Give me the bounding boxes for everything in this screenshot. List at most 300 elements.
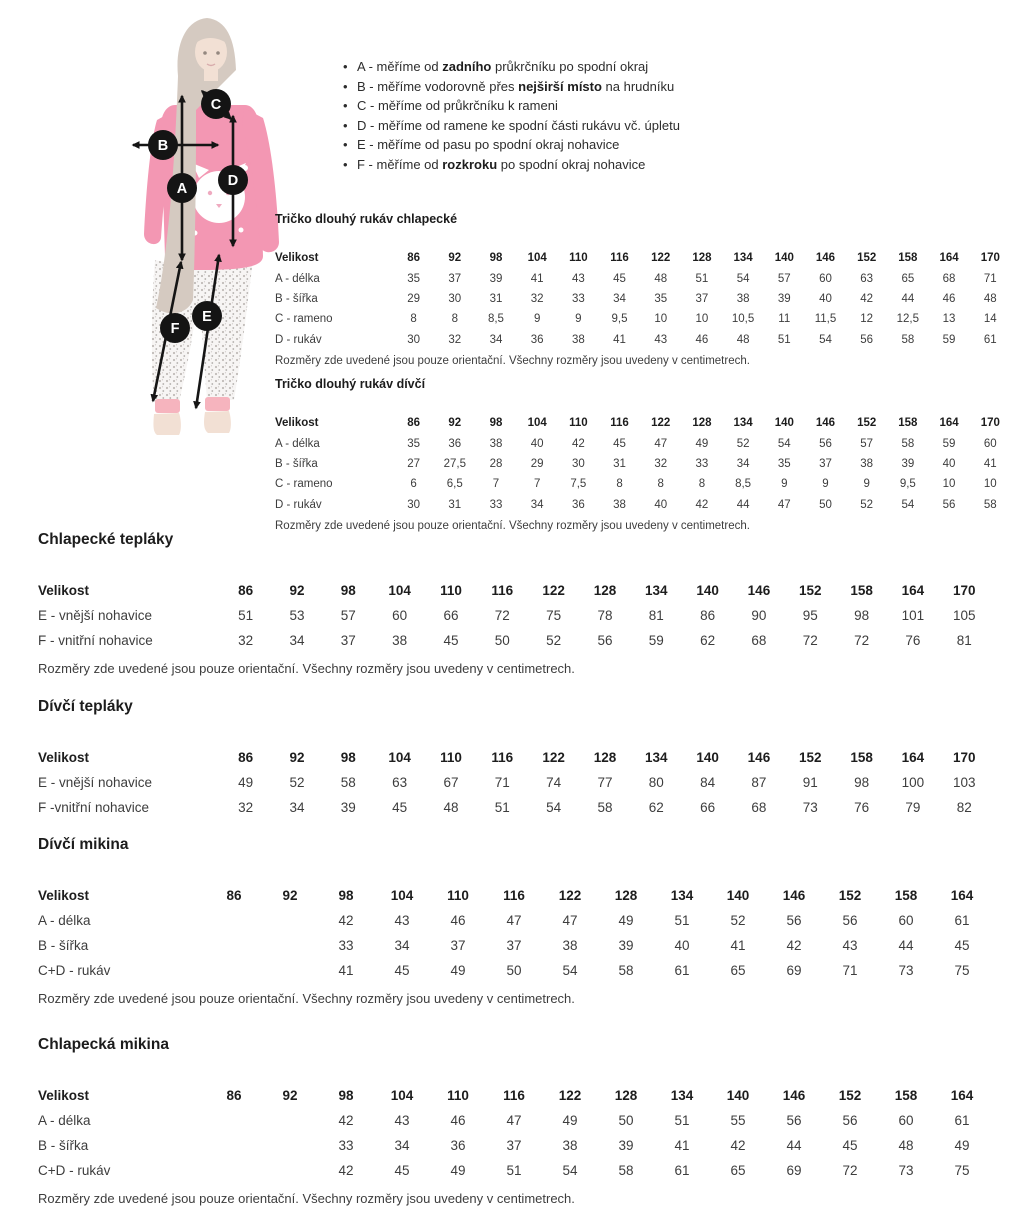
row-label: C - rameno xyxy=(275,478,333,491)
size-column-header: 104 xyxy=(388,582,411,598)
size-value: 47 xyxy=(654,437,668,450)
size-column-header: 170 xyxy=(953,582,976,598)
section-tricko-divci xyxy=(275,377,1011,532)
size-column-header: 146 xyxy=(782,887,806,903)
size-value: 58 xyxy=(340,774,356,790)
size-value: 56 xyxy=(786,1112,802,1128)
size-value: 72 xyxy=(494,607,510,623)
size-value: 10 xyxy=(983,478,997,491)
size-value: 52 xyxy=(730,912,746,928)
size-header-row xyxy=(275,414,1011,434)
size-value xyxy=(206,958,262,983)
size-value: 61 xyxy=(674,962,690,978)
measurement-row xyxy=(38,795,990,820)
table-note: Rozměry zde uvedené jsou pouze orientační. Všechny rozměry jsou uvedeny v centimetrech. xyxy=(275,354,750,367)
size-value: 49 xyxy=(618,912,634,928)
measurement-row xyxy=(275,455,1011,475)
size-value: 71 xyxy=(494,774,510,790)
row-label: A - délka xyxy=(275,272,320,285)
size-value: 84 xyxy=(700,774,716,790)
badge-a xyxy=(167,173,197,203)
size-table xyxy=(38,883,990,983)
size-value: 61 xyxy=(954,1112,970,1128)
size-value: 36 xyxy=(450,1137,466,1153)
measurement-row xyxy=(38,908,990,933)
size-value: 7 xyxy=(533,478,541,491)
size-value: 68 xyxy=(942,272,956,285)
size-value: 34 xyxy=(489,333,503,346)
size-column-header: 128 xyxy=(593,582,617,598)
size-value: 37 xyxy=(450,937,466,953)
size-value: 8 xyxy=(657,478,664,491)
size-value: 9 xyxy=(533,313,541,326)
size-column-header: 98 xyxy=(489,417,503,430)
size-value: 69 xyxy=(786,1162,802,1178)
size-value: 54 xyxy=(546,799,562,815)
row-label: B - šířka xyxy=(275,293,318,306)
size-value: 45 xyxy=(394,962,410,978)
size-column-header: 152 xyxy=(857,252,877,265)
size-column-header: 140 xyxy=(696,582,719,598)
table-title: Tričko dlouhý rukáv dívčí xyxy=(275,377,426,391)
size-value: 72 xyxy=(842,1162,858,1178)
size-column-header: 86 xyxy=(407,417,420,430)
size-value: 49 xyxy=(450,1162,466,1178)
size-value: 10 xyxy=(695,313,709,326)
size-table xyxy=(38,1083,990,1183)
size-value: 27 xyxy=(407,458,420,471)
size-value: 60 xyxy=(819,272,832,285)
table-note: Rozměry zde uvedené jsou pouze orientační. Všechny rozměry jsou uvedeny v centimetrech. xyxy=(38,661,575,677)
size-value: 59 xyxy=(942,437,956,450)
size-value: 9 xyxy=(781,478,788,491)
badge-e xyxy=(192,301,222,331)
left-foot xyxy=(153,413,180,435)
size-column-header: 134 xyxy=(670,1087,694,1103)
size-value xyxy=(262,933,318,958)
size-column-header: 122 xyxy=(651,417,671,430)
size-column-header: 116 xyxy=(610,252,629,265)
size-value: 8 xyxy=(451,313,458,326)
size-value: 73 xyxy=(898,962,914,978)
size-value: 77 xyxy=(597,774,613,790)
size-value: 29 xyxy=(530,458,544,471)
size-value: 69 xyxy=(786,962,802,978)
size-value: 33 xyxy=(695,458,709,471)
size-column-header: 116 xyxy=(503,887,525,903)
size-table xyxy=(38,745,990,820)
table-note: Rozměry zde uvedené jsou pouze orientační. Všechny rozměry jsou uvedeny v centimetrech. xyxy=(38,1191,575,1207)
size-value: 49 xyxy=(562,1112,578,1128)
legend-item: • B - měříme vodorovně přes nejširší místo na hrudníku xyxy=(342,77,1012,97)
size-value: 60 xyxy=(983,437,997,450)
legend-item: • F - měříme od rozkroku po spodní okraj nohavice xyxy=(342,155,1012,175)
size-value: 41 xyxy=(730,937,746,953)
size-header-label: Velikost xyxy=(38,749,90,765)
size-value: 63 xyxy=(392,774,408,790)
size-value xyxy=(262,908,318,933)
size-value: 61 xyxy=(983,333,997,346)
size-value: 56 xyxy=(842,912,858,928)
size-value: 51 xyxy=(777,333,791,346)
legend-item: • D - měříme od ramene ke spodní části rukávu vč. úpletu xyxy=(342,116,1012,136)
size-column-header: 140 xyxy=(726,887,750,903)
size-value: 10 xyxy=(654,313,668,326)
size-value: 72 xyxy=(854,632,870,648)
size-value: 56 xyxy=(819,437,832,450)
size-value: 42 xyxy=(338,912,354,928)
size-value: 53 xyxy=(289,607,305,623)
size-value: 9 xyxy=(575,313,582,326)
size-value: 57 xyxy=(340,607,356,623)
size-value: 48 xyxy=(443,799,459,815)
size-value: 8 xyxy=(410,313,417,326)
size-value: 48 xyxy=(983,293,997,306)
size-value: 67 xyxy=(443,774,459,790)
size-value: 38 xyxy=(571,333,585,346)
size-value: 60 xyxy=(392,607,408,623)
section-divci-teplaky xyxy=(38,698,990,820)
size-value: 65 xyxy=(730,962,746,978)
right-foot xyxy=(204,411,231,433)
svg-text:D: D xyxy=(227,173,239,190)
size-value: 33 xyxy=(338,1137,354,1153)
size-value: 60 xyxy=(898,912,914,928)
size-column-header: 158 xyxy=(894,1087,918,1103)
size-value: 65 xyxy=(901,272,915,285)
size-value: 47 xyxy=(506,912,522,928)
size-value: 35 xyxy=(777,458,791,471)
size-value: 105 xyxy=(953,607,976,623)
size-value: 45 xyxy=(613,272,626,285)
size-column-header: 164 xyxy=(901,582,925,598)
size-value: 100 xyxy=(901,774,925,790)
size-column-header: 104 xyxy=(527,417,547,430)
size-value: 47 xyxy=(506,1112,522,1128)
size-column-header: 110 xyxy=(447,887,469,903)
size-value: 41 xyxy=(983,458,997,471)
size-value: 71 xyxy=(842,962,858,978)
size-value: 43 xyxy=(654,333,668,346)
size-column-header: 92 xyxy=(448,417,462,430)
size-value: 56 xyxy=(842,1112,858,1128)
size-value: 44 xyxy=(898,937,914,953)
row-label: E - vnější nohavice xyxy=(38,774,153,790)
size-value: 58 xyxy=(618,962,634,978)
size-column-header: 152 xyxy=(838,887,862,903)
size-value: 9,5 xyxy=(899,478,916,491)
row-label: C+D - rukáv xyxy=(38,962,111,978)
size-value: 42 xyxy=(860,293,874,306)
size-value: 9 xyxy=(863,478,870,491)
size-value xyxy=(206,933,262,958)
row-label: F - vnitřní nohavice xyxy=(38,632,153,648)
size-column-header: 86 xyxy=(407,252,420,265)
size-value: 30 xyxy=(407,498,420,511)
measurement-legend xyxy=(342,57,1012,174)
size-column-header: 146 xyxy=(815,252,836,265)
size-value: 54 xyxy=(819,333,832,346)
size-value: 43 xyxy=(842,937,858,953)
size-value: 38 xyxy=(613,498,626,511)
size-column-header: 116 xyxy=(491,582,514,598)
size-column-header: 146 xyxy=(747,749,771,765)
size-column-header: 158 xyxy=(898,417,918,430)
size-header-row xyxy=(38,883,990,908)
size-column-header: 98 xyxy=(340,582,356,598)
size-value: 34 xyxy=(394,1137,410,1153)
size-table xyxy=(275,249,1011,351)
size-value: 103 xyxy=(953,774,976,790)
measurement-row xyxy=(38,933,990,958)
size-value: 40 xyxy=(819,293,832,306)
legend-item: • A - měříme od zadního průkrčníku po spodní okraj xyxy=(342,57,1012,77)
size-value: 54 xyxy=(736,272,750,285)
size-column-header: 110 xyxy=(440,582,462,598)
size-value: 60 xyxy=(898,1112,914,1128)
size-value: 6,5 xyxy=(446,478,463,491)
size-value: 74 xyxy=(546,774,562,790)
size-column-header: 158 xyxy=(898,252,918,265)
table-title: Dívčí tepláky xyxy=(38,698,133,715)
size-value: 28 xyxy=(489,458,503,471)
measurement-row xyxy=(38,1133,990,1158)
size-header-row xyxy=(275,249,1011,269)
size-value: 32 xyxy=(238,632,254,648)
size-value: 35 xyxy=(407,437,420,450)
size-value: 66 xyxy=(700,799,716,815)
size-value: 95 xyxy=(802,607,818,623)
size-column-header: 128 xyxy=(614,887,638,903)
size-column-header: 152 xyxy=(799,749,822,765)
size-value: 30 xyxy=(571,458,585,471)
size-column-header: 164 xyxy=(939,417,959,430)
size-value: 45 xyxy=(443,632,459,648)
size-value: 47 xyxy=(562,912,578,928)
size-value: 34 xyxy=(613,293,626,306)
size-value: 56 xyxy=(786,912,802,928)
size-value: 68 xyxy=(751,632,767,648)
size-value: 41 xyxy=(674,1137,690,1153)
size-column-header: 122 xyxy=(558,887,582,903)
table-title: Tričko dlouhý rukáv chlapecké xyxy=(275,212,458,226)
size-value: 75 xyxy=(954,1162,970,1178)
size-value: 40 xyxy=(942,458,956,471)
size-value: 43 xyxy=(571,272,585,285)
size-value: 13 xyxy=(942,313,956,326)
size-value: 46 xyxy=(450,912,466,928)
measurement-row xyxy=(275,495,1011,515)
size-value: 40 xyxy=(530,437,544,450)
size-value: 54 xyxy=(562,962,578,978)
size-value: 37 xyxy=(340,632,356,648)
size-column-header: 98 xyxy=(338,887,354,903)
size-value: 79 xyxy=(905,799,921,815)
size-value: 98 xyxy=(854,774,870,790)
size-column-header: 140 xyxy=(726,1087,750,1103)
size-table xyxy=(275,414,1011,516)
size-value: 91 xyxy=(802,774,818,790)
badge-b xyxy=(148,130,178,160)
size-value: 12 xyxy=(860,313,874,326)
size-value: 42 xyxy=(730,1137,746,1153)
size-header-label: Velikost xyxy=(38,887,90,903)
size-value: 38 xyxy=(489,437,503,450)
size-header-label: Velikost xyxy=(38,582,90,598)
size-column-header: 146 xyxy=(815,417,836,430)
size-value: 40 xyxy=(674,937,690,953)
badge-d xyxy=(218,165,248,195)
size-value: 62 xyxy=(700,632,716,648)
size-value: 32 xyxy=(530,293,544,306)
size-value: 8 xyxy=(616,478,623,491)
size-value: 58 xyxy=(901,437,915,450)
size-column-header: 140 xyxy=(774,252,794,265)
size-column-header: 104 xyxy=(390,887,414,903)
size-column-header: 98 xyxy=(338,1087,354,1103)
size-value: 9 xyxy=(822,478,829,491)
measurement-row xyxy=(275,290,1011,310)
size-value: 33 xyxy=(338,937,354,953)
size-value: 75 xyxy=(546,607,562,623)
size-column-header: 164 xyxy=(901,749,925,765)
size-column-header: 116 xyxy=(610,417,629,430)
size-value: 11,5 xyxy=(814,313,837,326)
size-value: 49 xyxy=(450,962,466,978)
size-value: 41 xyxy=(338,962,354,978)
badge-c xyxy=(201,89,231,119)
size-value: 36 xyxy=(530,333,544,346)
size-value: 73 xyxy=(802,799,818,815)
size-column-header: 122 xyxy=(651,252,671,265)
size-value: 48 xyxy=(736,333,750,346)
size-column-header: 116 xyxy=(503,1087,525,1103)
svg-text:A: A xyxy=(176,181,188,198)
size-value: 54 xyxy=(777,437,791,450)
size-column-header: 140 xyxy=(696,749,719,765)
size-value: 34 xyxy=(289,799,305,815)
size-column-header: 98 xyxy=(489,252,503,265)
size-value: 7,5 xyxy=(570,478,587,491)
row-label: B - šířka xyxy=(38,1137,89,1153)
size-value: 39 xyxy=(901,458,915,471)
size-value: 51 xyxy=(674,912,690,928)
size-value: 56 xyxy=(860,333,874,346)
size-value: 34 xyxy=(530,498,544,511)
size-value xyxy=(206,1133,262,1158)
size-column-header: 158 xyxy=(894,887,918,903)
size-header-row xyxy=(38,1083,990,1108)
size-header-row xyxy=(38,578,990,603)
size-value: 40 xyxy=(654,498,668,511)
size-column-header: 92 xyxy=(289,582,305,598)
size-value: 38 xyxy=(392,632,408,648)
measurement-row xyxy=(38,958,990,983)
size-column-header: 134 xyxy=(733,417,753,430)
size-value: 51 xyxy=(494,799,510,815)
size-column-header: 128 xyxy=(614,1087,638,1103)
size-value: 10,5 xyxy=(731,313,755,326)
size-value: 90 xyxy=(751,607,767,623)
size-value: 81 xyxy=(956,632,972,648)
row-label: C - rameno xyxy=(275,313,333,326)
size-value: 46 xyxy=(942,293,956,306)
size-value: 47 xyxy=(777,498,791,511)
size-value: 9,5 xyxy=(611,313,628,326)
size-column-header: 152 xyxy=(857,417,877,430)
size-value: 49 xyxy=(954,1137,970,1153)
size-value: 8 xyxy=(698,478,706,491)
badge-f xyxy=(160,313,190,343)
size-column-header: 110 xyxy=(569,252,588,265)
legend-item: • C - měříme od průkrčníku k rameni xyxy=(342,96,1012,116)
measurement-row xyxy=(275,330,1011,350)
size-value: 51 xyxy=(506,1162,522,1178)
size-value: 29 xyxy=(407,293,420,306)
size-value: 80 xyxy=(648,774,664,790)
size-value: 32 xyxy=(448,333,462,346)
size-column-header: 128 xyxy=(593,749,617,765)
section-chlapecka-mikina xyxy=(38,1036,990,1206)
size-value: 38 xyxy=(736,293,750,306)
measurement-row xyxy=(38,1158,990,1183)
size-column-header: 86 xyxy=(226,1087,242,1103)
size-value: 62 xyxy=(648,799,664,815)
size-value: 44 xyxy=(736,498,750,511)
size-value: 43 xyxy=(394,912,410,928)
row-label: D - rukáv xyxy=(275,333,322,346)
size-column-header: 134 xyxy=(733,252,753,265)
size-value: 86 xyxy=(700,607,716,623)
size-value: 37 xyxy=(506,1137,522,1153)
size-column-header: 92 xyxy=(289,749,305,765)
size-value: 71 xyxy=(983,272,997,285)
size-value: 52 xyxy=(860,498,874,511)
size-column-header: 140 xyxy=(774,417,794,430)
size-table xyxy=(38,578,990,653)
size-value: 11 xyxy=(778,313,791,326)
table-title: Dívčí mikina xyxy=(38,836,129,853)
size-column-header: 146 xyxy=(782,1087,806,1103)
size-value: 34 xyxy=(289,632,305,648)
size-value: 37 xyxy=(695,293,709,306)
measurement-row xyxy=(275,434,1011,454)
size-value: 61 xyxy=(954,912,970,928)
size-value: 42 xyxy=(571,437,585,450)
size-value: 56 xyxy=(942,498,956,511)
size-value: 44 xyxy=(786,1137,802,1153)
size-value: 6 xyxy=(410,478,417,491)
size-value: 50 xyxy=(494,632,510,648)
size-value: 48 xyxy=(654,272,668,285)
row-label: C+D - rukáv xyxy=(38,1162,111,1178)
size-column-header: 164 xyxy=(950,887,974,903)
size-value: 39 xyxy=(340,799,356,815)
size-value: 43 xyxy=(394,1112,410,1128)
size-value: 31 xyxy=(613,458,626,471)
measurement-row xyxy=(275,475,1011,495)
size-value: 49 xyxy=(695,437,709,450)
size-column-header: 122 xyxy=(542,582,565,598)
size-value: 34 xyxy=(736,458,750,471)
size-value: 48 xyxy=(898,1137,914,1153)
section-divci-mikina xyxy=(38,836,990,1006)
size-column-header: 134 xyxy=(645,749,668,765)
size-value: 12,5 xyxy=(896,313,920,326)
size-value: 42 xyxy=(338,1162,354,1178)
size-value: 52 xyxy=(736,437,750,450)
size-value: 75 xyxy=(954,962,970,978)
